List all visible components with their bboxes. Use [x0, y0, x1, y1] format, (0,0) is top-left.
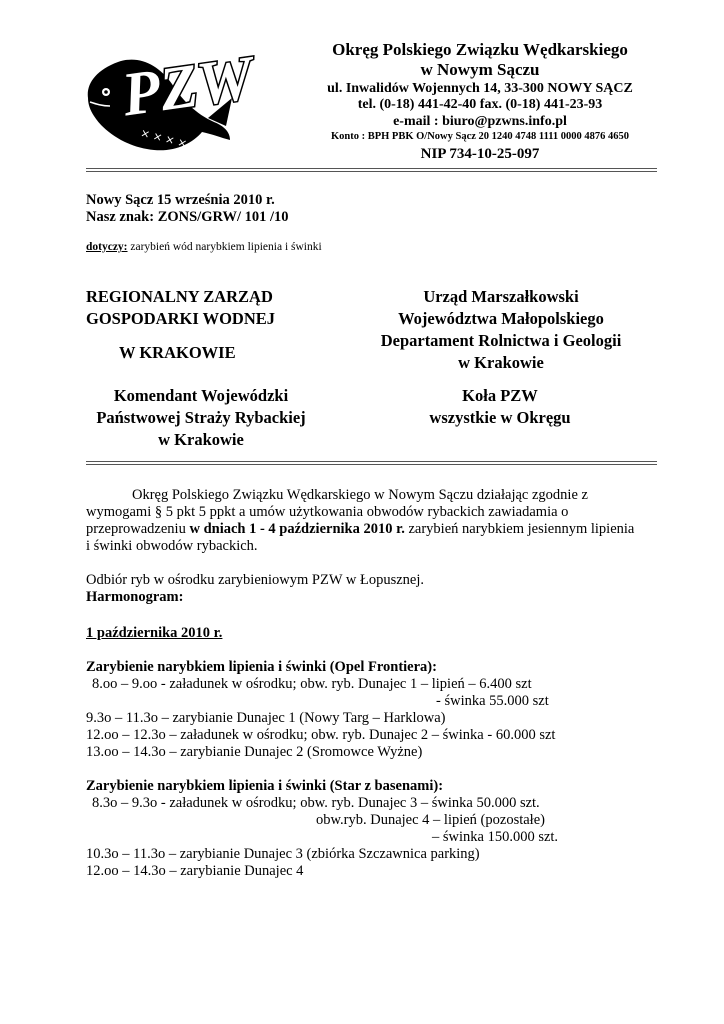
recipient-line: Województwa Małopolskiego	[398, 309, 604, 328]
section1-title: Zarybienie narybkiem lipienia i świnki (Opel Frontiera):	[86, 659, 437, 675]
recipient-marshal-office	[372, 286, 630, 374]
schedule-row: - świnka 55.000 szt	[436, 693, 549, 709]
org-account: Konto : BPH PBK O/Nowy Sącz 20 1240 4748 1111 0000 4876 4650	[330, 131, 630, 142]
recipient-line: W KRAKOWIE	[119, 343, 236, 362]
harmonogram-heading: Harmonogram:	[86, 589, 184, 605]
body-text: zarybień narybkiem jesiennym lipienia	[404, 521, 635, 537]
org-city: w Nowym Sączu	[420, 60, 540, 79]
schedule-row: obw.ryb. Dunajec 4 – lipień (pozostałe)	[316, 812, 545, 828]
recipient-line: GOSPODARKI WODNEJ	[86, 309, 276, 328]
recipient-line: Departament Rolnictwa i Geologii	[380, 331, 622, 350]
org-name: Okręg Polskiego Związku Wędkarskiego	[332, 40, 628, 59]
schedule-row: – świnka 150.000 szt.	[432, 829, 559, 845]
schedule-row: 12.oo – 12.3o – załadunek w ośrodku; obw. ryb. Dunajec 2 – świnka - 60.000 szt	[86, 727, 556, 743]
letter-date: Nowy Sącz 15 września 2010 r.	[86, 192, 275, 208]
body-p2: Odbiór ryb w ośrodku zarybieniowym PZW w Łopusznej.	[86, 572, 425, 588]
recipient-line: Urząd Marszałkowski	[423, 287, 579, 306]
org-email: e-mail : biuro@pzwns.info.pl	[393, 114, 567, 129]
subject-label: dotyczy:	[86, 241, 128, 253]
section2-title: Zarybienie narybkiem lipienia i świnki (Star z basenami):	[86, 778, 444, 794]
org-phone: tel. (0-18) 441-42-40 fax. (0-18) 441-23-93	[357, 97, 603, 112]
subject-line	[86, 239, 322, 256]
pzw-logo	[84, 28, 258, 157]
day-heading: 1 października 2010 r.	[86, 625, 223, 641]
recipient-line: Koła PZW	[462, 386, 538, 405]
recipient-rzgw	[86, 286, 275, 364]
event-dates: w dniach 1 - 4 października 2010 r.	[189, 521, 405, 537]
recipients-divider	[86, 461, 657, 465]
header-divider	[86, 168, 657, 172]
reference-number: Nasz znak: ZONS/GRW/ 101 /10	[86, 209, 289, 225]
subject-text: zarybień wód narybkiem lipienia i świnki	[127, 241, 322, 253]
recipient-line: wszystkie w Okręgu	[429, 408, 571, 427]
recipient-line: Komendant Wojewódzki	[113, 386, 289, 405]
schedule-row: 13.oo – 14.3o – zarybianie Dunajec 2 (Sromowce Wyżne)	[86, 744, 423, 760]
svg-text:× × × × × ×: × × × × × ×	[139, 126, 214, 157]
schedule-row: 8.oo – 9.oo - załadunek w ośrodku; obw. ryb. Dunajec 1 – lipień – 6.400 szt	[92, 676, 532, 692]
recipient-line: w Krakowie	[458, 353, 544, 372]
schedule-row: 10.3o – 11.3o – zarybianie Dunajec 3 (zbiórka Szczawnica parking)	[86, 846, 480, 862]
schedule-row: 12.oo – 14.3o – zarybianie Dunajec 4	[86, 863, 304, 879]
org-address: ul. Inwalidów Wojennych 14, 33-300 NOWY SĄCZ	[327, 81, 633, 96]
body-p1-line2: wymogami § 5 pkt 5 ppkt a umów użytkowania obwodów rybackich zawiadamia o	[86, 504, 569, 520]
body-p1-line3	[86, 521, 634, 538]
recipient-fishing-guard	[86, 385, 316, 451]
recipient-line: REGIONALNY ZARZĄD	[86, 287, 273, 306]
body-p1-line4: i świnki obwodów rybackich.	[86, 538, 258, 554]
org-nip: NIP 734-10-25-097	[420, 146, 540, 162]
body-text: przeprowadzeniu	[86, 521, 190, 537]
schedule-row: 8.3o – 9.3o - załadunek w ośrodku; obw. ryb. Dunajec 3 – świnka 50.000 szt.	[92, 795, 540, 811]
svg-text:PZW: PZW	[117, 43, 258, 130]
body-p1-line1: Okręg Polskiego Związku Wędkarskiego w Nowym Sączu działając zgodnie z	[132, 487, 588, 503]
schedule-row: 9.3o – 11.3o – zarybianie Dunajec 1 (Nowy Targ – Harklowa)	[86, 710, 446, 726]
recipient-line: Państwowej Straży Rybackiej	[96, 408, 306, 427]
recipient-pzw-clubs	[400, 385, 600, 429]
recipient-line: w Krakowie	[158, 430, 244, 449]
